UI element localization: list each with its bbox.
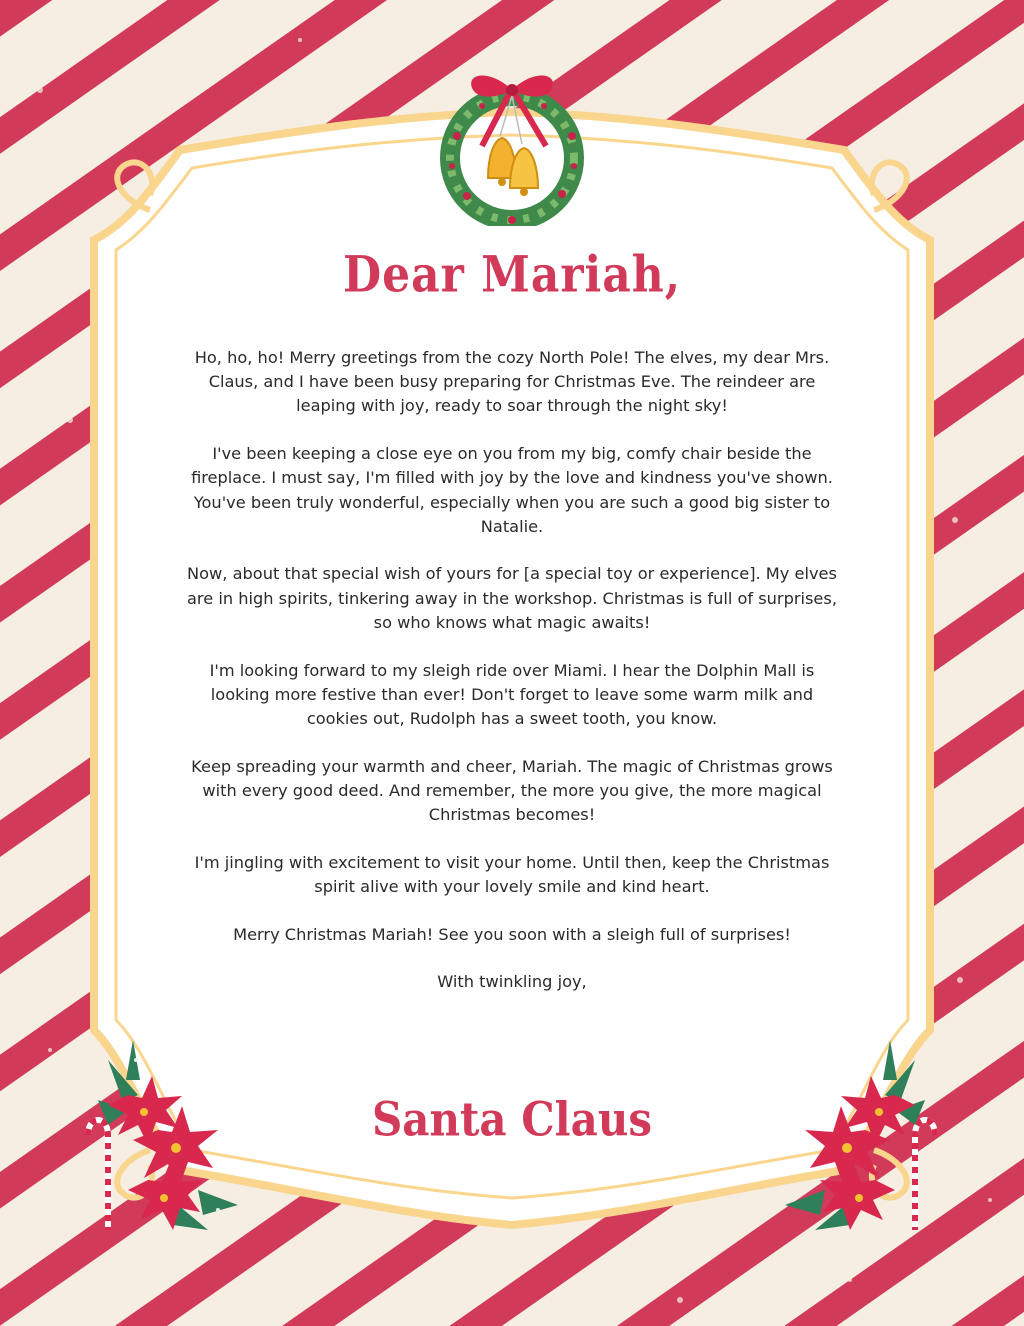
letter-closing: With twinkling joy, — [437, 972, 587, 992]
letter-paragraph: Now, about that special wish of yours for [a special toy or experience]. My elves are in high spirits, tinkering away in the workshop. Christmas is full of surprises, so who knows what magic awaits! — [187, 564, 837, 632]
letter-paragraph: Ho, ho, ho! Merry greetings from the cozy North Pole! The elves, my dear Mrs. Claus, and I have been busy preparing for Christmas Eve. The reindeer are leaping with joy, ready to soar through the night sky! — [194, 348, 830, 416]
letter-paragraph: Merry Christmas Mariah! See you soon with a sleigh full of surprises! — [233, 924, 791, 944]
letter-paragraph: I've been keeping a close eye on you from my big, comfy chair beside the fireplace. I must say, I'm filled with joy by the love and kindness you've shown. You've been truly wonderful, especially when you are such a good big sister to Natalie. — [191, 444, 833, 536]
letter-paragraph: I'm jingling with excitement to visit your home. Until then, keep the Christmas spirit alive with your lovely smile and kind heart. — [194, 852, 830, 896]
letter-paragraph: I'm looking forward to my sleigh ride over Miami. I hear the Dolphin Mall is looking more festive than ever! Don't forget to leave some warm milk and cookies out, Rudolph has a sweet tooth, you know. — [209, 660, 815, 728]
letter-paragraph: Keep spreading your warmth and cheer, Mariah. The magic of Christmas grows with every good deed. And remember, the more you give, the more magical Christmas becomes! — [191, 756, 833, 825]
letter-body — [180, 346, 844, 1018]
letter-greeting: Dear Mariah, — [342, 246, 682, 305]
letter-signature: Santa Claus — [371, 1092, 653, 1147]
wreath-with-bells-icon — [422, 66, 602, 226]
